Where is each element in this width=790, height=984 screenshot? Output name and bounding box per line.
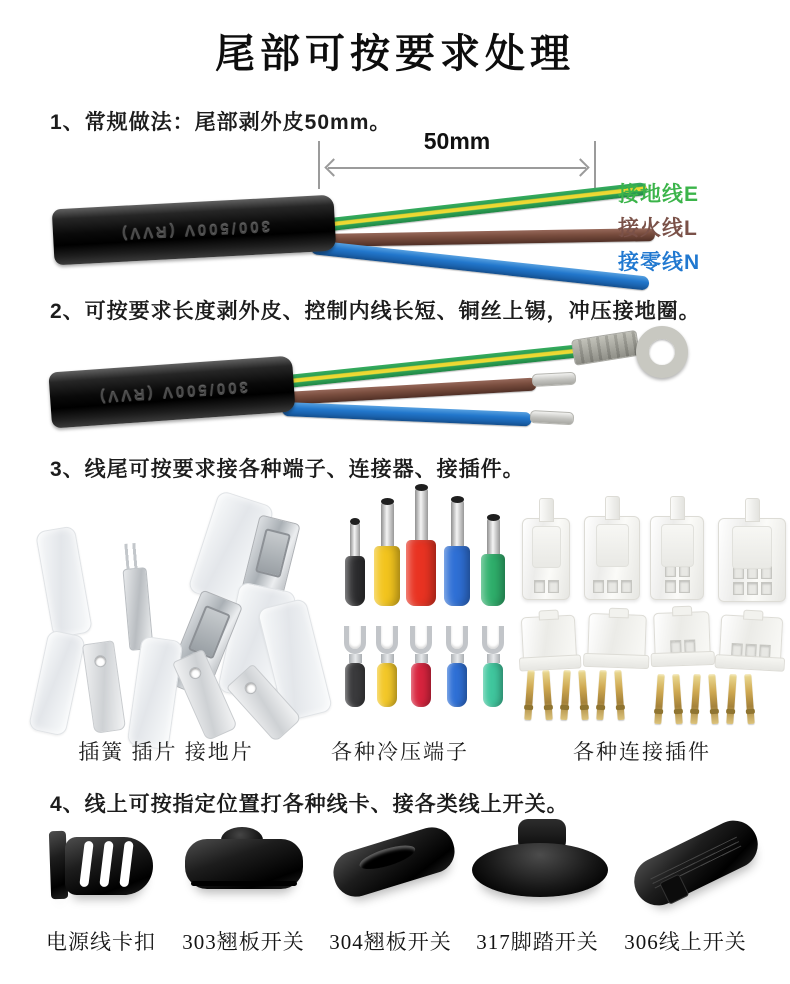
ground-wire — [312, 182, 647, 233]
pin-window — [548, 580, 559, 593]
wire-labels — [618, 178, 788, 280]
fork-terminal — [406, 626, 436, 707]
blade-terminal — [82, 640, 126, 734]
ferrule-tube — [415, 488, 428, 540]
connector-housing-2pin — [522, 518, 570, 600]
ferrule-tube — [487, 518, 500, 554]
ferrule-terminal — [442, 500, 472, 606]
pin-window — [607, 580, 618, 593]
dimension-label: 50mm — [423, 128, 491, 154]
pin-window — [733, 566, 744, 579]
inline-switch-306-image — [628, 815, 766, 917]
foot-switch-317-image — [472, 815, 610, 917]
ferrule-tube — [451, 500, 464, 546]
rocker-switch-303-image — [183, 815, 305, 917]
section3-heading: 3、线尾可按要求接各种端子、连接器、接插件。 — [50, 458, 525, 481]
ground-ring-terminal — [636, 326, 688, 378]
caption-cord-clip: 电源线卡扣 — [46, 930, 156, 954]
pin-windows — [655, 639, 709, 654]
dimension-tick-right — [594, 141, 596, 189]
ferrule-terminal — [406, 488, 436, 606]
ferrule-tube — [350, 522, 360, 556]
crimp-pin — [726, 674, 736, 724]
clear-sleeve — [35, 525, 93, 638]
fork-sleeve — [345, 663, 365, 707]
ferrule-sleeve — [406, 540, 436, 606]
cable-sheath — [52, 195, 337, 266]
pin-windows — [651, 564, 703, 593]
wire-label-live: 接火线L — [618, 217, 698, 240]
crimp-pin — [524, 670, 534, 720]
crimp-pin — [578, 670, 588, 720]
connector-housing-3pin — [584, 516, 640, 600]
pin-windows — [720, 642, 781, 658]
switch-body — [328, 822, 460, 902]
caption-terminals: 插簧 插片 接地片 — [78, 740, 254, 764]
connector-housing-4pin — [650, 516, 704, 600]
ferrule-sleeve — [374, 546, 400, 606]
pin-window — [534, 580, 545, 593]
dimension-tick-left — [318, 141, 320, 189]
caption-switch-303: 303翘板开关 — [182, 930, 305, 954]
pin-window — [670, 640, 681, 653]
terminal-hole — [94, 655, 108, 669]
caption-connectors: 各种连接插件 — [573, 740, 711, 764]
crimp-pin — [744, 674, 754, 724]
crimp-pin — [596, 670, 606, 720]
ferrule-sleeve — [444, 546, 470, 606]
crimp-pins-group — [656, 674, 768, 732]
fork-sleeve — [447, 663, 467, 707]
cable-marking-text: 300/500V (RVV) — [118, 217, 270, 243]
fork-prongs — [410, 626, 432, 654]
ferrule-sleeve — [345, 556, 365, 606]
connector-kit-image — [522, 494, 778, 732]
ferrule-terminal — [340, 522, 370, 606]
fork-prongs — [344, 626, 366, 654]
live-wire — [317, 228, 655, 247]
crimp-pin — [560, 670, 570, 720]
wire-label-ground: 接地线E — [618, 183, 700, 206]
cable-sheath — [48, 356, 295, 429]
switch-body — [626, 812, 766, 913]
cable-image-stripped — [45, 188, 620, 293]
crimp-pins-group — [526, 670, 638, 728]
clear-sleeve — [127, 636, 184, 751]
clear-sleeve — [28, 629, 86, 737]
pin-window — [679, 580, 690, 593]
fork-crimp-neck — [487, 654, 500, 663]
crimp-pin — [690, 674, 700, 724]
fork-crimp-neck — [415, 654, 428, 663]
page-title: 尾部可按要求处理 — [215, 32, 575, 76]
fork-prongs — [376, 626, 398, 654]
pin-window — [747, 566, 758, 579]
fork-terminal — [340, 626, 370, 707]
pin-window — [747, 582, 758, 595]
crimp-pin — [542, 670, 552, 720]
tinned-wire-tip — [532, 372, 577, 387]
pin-window — [731, 643, 743, 657]
cold-press-terminals-image — [338, 494, 512, 734]
cord-clip-image — [40, 815, 162, 917]
section1-heading: 1、常规做法：尾部剥外皮50mm。 — [50, 111, 392, 134]
ring-terminal-crimp — [571, 330, 640, 366]
pin-window — [665, 580, 676, 593]
connector-housing-6pin — [718, 518, 786, 602]
cable-image-ring-terminal — [40, 322, 740, 440]
dimension-annotation-50mm — [318, 128, 596, 192]
pin-window — [621, 580, 632, 593]
caption-switch-306: 306线上开关 — [624, 930, 747, 954]
pin-windows — [523, 580, 569, 593]
caption-switch-304: 304翘板开关 — [329, 930, 452, 954]
terminal-hole — [242, 680, 259, 697]
fork-prongs — [446, 626, 468, 654]
cable-marking-text: 300/500V (RVV) — [96, 378, 248, 406]
switch-base-seam — [191, 881, 297, 886]
crimp-pin — [654, 674, 664, 724]
fork-prongs — [482, 626, 504, 654]
caption-switch-317: 317脚踏开关 — [476, 930, 599, 954]
fork-sleeve — [411, 663, 431, 707]
receptacle-housing — [521, 615, 577, 666]
section4-heading: 4、线上可按指定位置打各种线卡、接各类线上开关。 — [50, 793, 569, 816]
pin-window — [761, 566, 772, 579]
ferrule-terminal — [372, 502, 402, 606]
crimp-pin — [614, 670, 624, 720]
pin-window — [733, 582, 744, 595]
caption-cold-press-terminals: 各种冷压端子 — [331, 740, 469, 764]
ferrule-terminal — [478, 518, 508, 606]
pin-window — [761, 582, 772, 595]
pin-windows — [585, 580, 639, 593]
arrow-left-icon — [324, 158, 342, 176]
neutral-wire — [310, 240, 650, 291]
fork-sleeve — [483, 663, 503, 707]
receptacle-housing — [587, 613, 647, 663]
receptacle-housing — [719, 614, 783, 665]
switch-dome-base — [472, 843, 608, 897]
ferrule-sleeve — [481, 554, 505, 606]
ferrule-tube — [381, 502, 394, 546]
fork-crimp-neck — [451, 654, 464, 663]
terminal-hole — [187, 665, 203, 681]
fork-sleeve — [377, 663, 397, 707]
pin-window — [745, 644, 757, 658]
pin-window — [684, 640, 695, 653]
switch-rocker-slot — [357, 841, 417, 874]
neutral-wire — [282, 402, 532, 426]
fork-crimp-neck — [349, 654, 362, 663]
fork-terminal — [372, 626, 402, 707]
pin-window — [679, 564, 690, 577]
fork-crimp-neck — [381, 654, 394, 663]
section2-heading: 2、可按要求长度剥外皮、控制内线长短、铜丝上锡，冲压接地圈。 — [50, 300, 701, 323]
rocker-switch-304-image — [330, 815, 460, 917]
pin-window — [665, 564, 676, 577]
pin-window — [759, 644, 771, 658]
terminal-collage-image — [30, 490, 318, 735]
fork-terminal — [442, 626, 472, 707]
tinned-wire-tip — [530, 410, 575, 425]
crimp-pin — [708, 674, 718, 724]
dimension-line — [328, 167, 586, 169]
crimp-pin — [672, 674, 682, 724]
pin-window — [593, 580, 604, 593]
pin-windows — [719, 566, 785, 595]
arrow-right-icon — [571, 158, 589, 176]
fork-terminal — [478, 626, 508, 707]
receptacle-housing — [653, 611, 711, 661]
wire-label-neutral: 接零线N — [618, 251, 701, 274]
